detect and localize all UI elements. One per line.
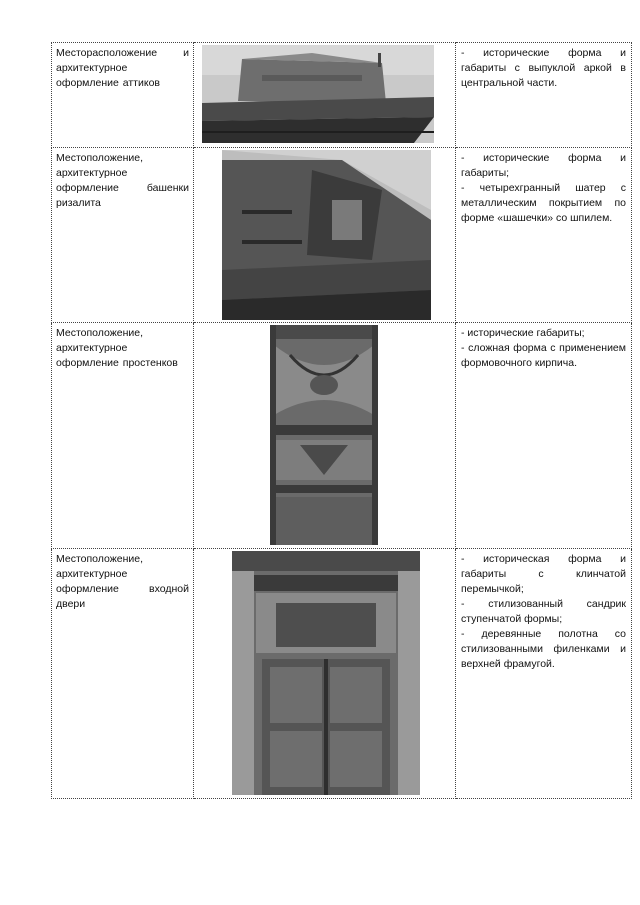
description-cell xyxy=(456,148,632,323)
element-name-cell xyxy=(52,43,194,148)
description-line: - историческая форма и габариты с клинчатой перемычкой; xyxy=(461,553,626,595)
door-photo xyxy=(232,551,420,795)
description-line: - стилизованный сандрик ступенчатой формы; xyxy=(461,598,626,625)
element-name: Местоположение, архитектурное оформление входной двери xyxy=(56,553,189,610)
table-row xyxy=(52,323,632,549)
description-line: - исторические форма и габариты; xyxy=(461,152,626,179)
turret-photo xyxy=(222,150,431,320)
table-row xyxy=(52,43,632,148)
table-row xyxy=(52,148,632,323)
table-row xyxy=(52,549,632,799)
photo-cell xyxy=(194,148,456,323)
description-cell xyxy=(456,549,632,799)
element-name: Местоположение, архитектурное оформление простенков xyxy=(56,327,178,369)
element-name-cell xyxy=(52,323,194,549)
description-line: - исторические габариты; xyxy=(461,327,585,339)
description-cell xyxy=(456,323,632,549)
attic-photo xyxy=(202,45,434,143)
description-line: - деревянные полотна со стилизованными филенками и верхней фрамугой. xyxy=(461,628,626,670)
photo-cell xyxy=(194,43,456,148)
description-cell xyxy=(456,43,632,148)
description-line: - сложная форма с применением формовочного кирпича. xyxy=(461,342,626,369)
photo-cell xyxy=(194,323,456,549)
element-name-cell xyxy=(52,148,194,323)
elements-table xyxy=(51,42,632,799)
element-name-cell xyxy=(52,549,194,799)
description-line: - исторические форма и габариты с выпуклой аркой в центральной части. xyxy=(461,47,626,89)
description-line: - четырехгранный шатер с металлическим покрытием по форме «шашечки» со шпилем. xyxy=(461,182,626,224)
element-name: Местоположение, архитектурное оформление башенки ризалита xyxy=(56,152,189,209)
element-name: Месторасположение и архитектурное оформление аттиков xyxy=(56,47,189,89)
pier-photo xyxy=(270,325,378,545)
photo-cell xyxy=(194,549,456,799)
